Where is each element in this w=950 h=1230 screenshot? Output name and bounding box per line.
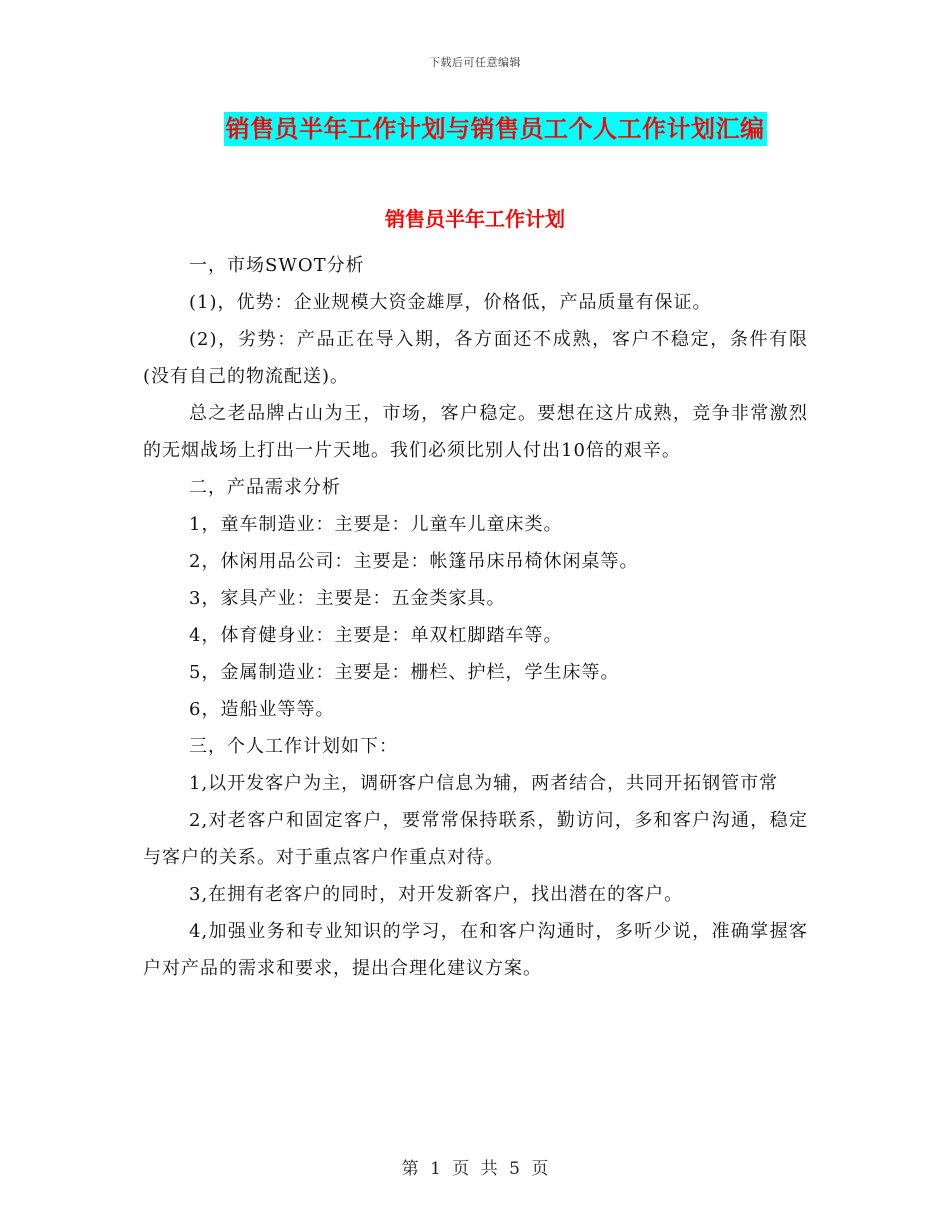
list-item-demand-4: 4，体育健身业：主要是：单双杠脚踏车等。	[189, 625, 563, 646]
page-footer-pagination: 第 1 页 共 5 页	[401, 1159, 549, 1179]
heading-swot: 一，市场SWOT分析	[189, 255, 365, 276]
document-title-wrapper	[0, 112, 950, 146]
list-item-plan-1: 1,以开发客户为主，调研客户信息为辅，两者结合，共同开拓钢管市常	[189, 773, 779, 794]
heading-demand-analysis: 二，产品需求分析	[189, 477, 341, 498]
list-item-plan-3: 3,在拥有老客户的同时，对开发新客户，找出潜在的客户。	[189, 884, 684, 905]
list-item-demand-1: 1，童车制造业：主要是：儿童车儿童床类。	[189, 514, 563, 535]
document-body	[143, 247, 808, 987]
list-item-demand-3: 3，家具产业：主要是：五金类家具。	[189, 588, 506, 609]
paragraph-strengths: (1)，优势：企业规模大资金雄厚，价格低，产品质量有保证。	[189, 292, 712, 313]
list-item-demand-2: 2，休闲用品公司：主要是：帐篷吊床吊椅休闲桌等。	[189, 551, 639, 572]
paragraph-weaknesses: (2)，劣势：产品正在导入期，各方面还不成熟，客户不稳定，条件有限(没有自己的物流配送)。	[143, 329, 808, 387]
list-item-plan-2: 2,对老客户和固定客户，要常常保持联系，勤访问，多和客户沟通，稳定与客户的关系。对于重点客户作重点对待。	[143, 810, 808, 868]
list-item-demand-6: 6，造船业等等。	[189, 699, 335, 720]
document-title: 销售员半年工作计划与销售员工个人工作计划汇编	[224, 112, 767, 146]
heading-work-plan: 三，个人工作计划如下：	[189, 736, 398, 757]
paragraph-summary: 总之老品牌占山为王，市场，客户稳定。要想在这片成熟，竞争非常激烈的无烟战场上打出一片天地。我们必须比别人付出10倍的艰辛。	[143, 403, 808, 461]
list-item-demand-5: 5，金属制造业：主要是：栅栏、护栏，学生床等。	[189, 662, 620, 683]
section-title: 销售员半年工作计划	[385, 207, 565, 231]
page-header-note: 下载后可任意编辑	[429, 56, 521, 69]
list-item-plan-4: 4,加强业务和专业知识的学习，在和客户沟通时，多听少说，准确掌握客户对产品的需求和要求，提出合理化建议方案。	[143, 921, 808, 979]
